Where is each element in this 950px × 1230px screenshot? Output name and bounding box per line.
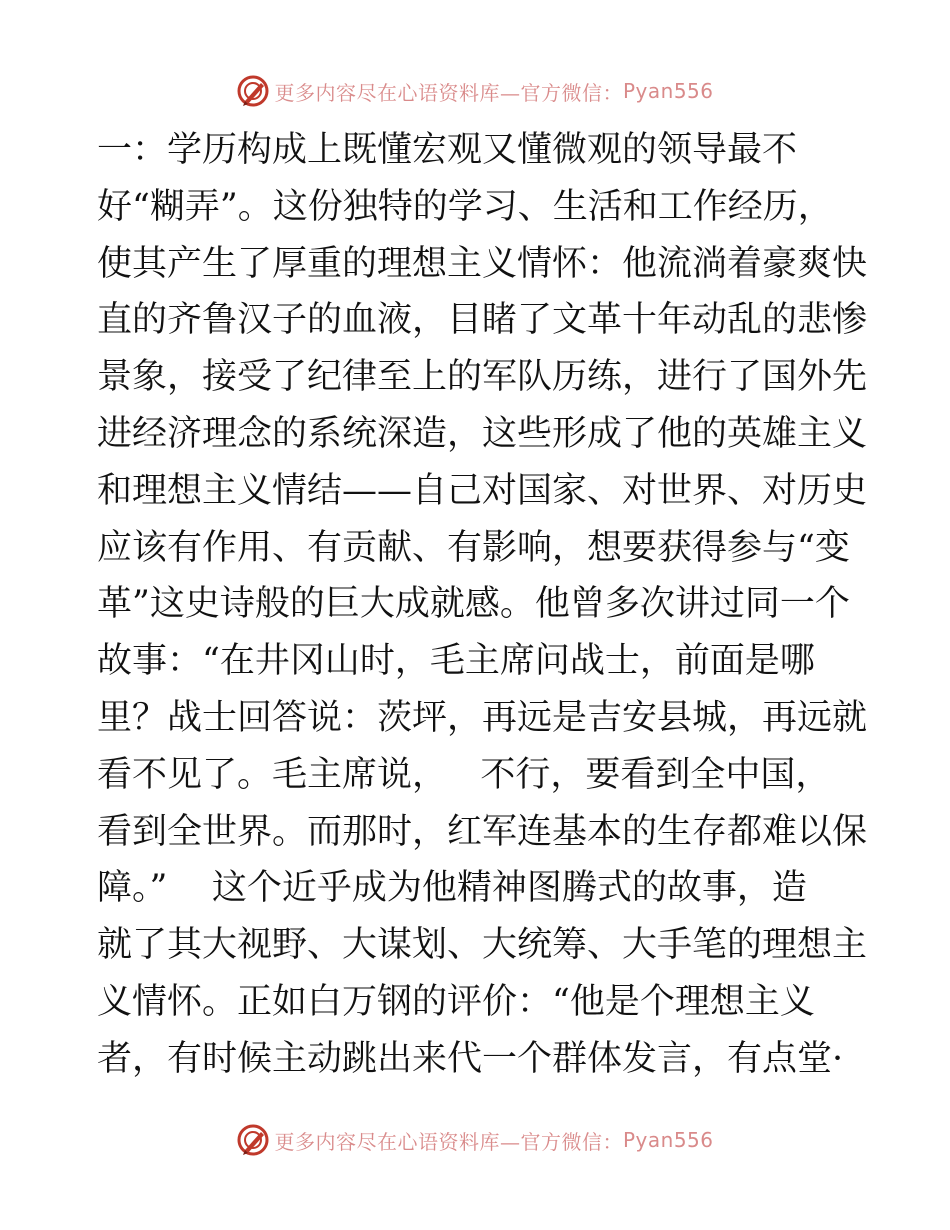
text-line: 应该有作用、有贡献、有影响，想要获得参与“变 (97, 527, 850, 568)
pen-logo-icon (236, 1123, 270, 1157)
header-watermark (0, 71, 950, 111)
text-line: 就了其大视野、大谋划、大统筹、大手笔的理想主 (97, 925, 868, 966)
text-line: 景象，接受了纪律至上的军队历练，进行了国外先 (97, 357, 868, 398)
footer-watermark-text: 更多内容尽在心语资料库—官方微信： (274, 1129, 623, 1154)
text-line: 义情怀。正如白万钢的评价：“他是个理想主义 (97, 981, 815, 1022)
header-watermark-id: Pyan556 (622, 79, 714, 103)
text-line: 障。” 这个近乎成为他精神图腾式的故事，造 (97, 868, 807, 909)
header-watermark-text: 更多内容尽在心语资料库—官方微信： (274, 80, 623, 105)
text-line: 好“糊弄”。这份独特的学习、生活和工作经历， (97, 186, 833, 227)
text-line: 者，有时候主动跳出来代一个群体发言，有点堂· (97, 1038, 844, 1079)
text-line: 直的齐鲁汉子的血液，目睹了文革十年动乱的悲惨 (97, 300, 868, 341)
text-line: 进经济理念的系统深造，这些形成了他的英雄主义 (97, 413, 868, 454)
text-line: 看到全世界。而那时，红军连基本的生存都难以保 (97, 811, 868, 852)
text-line: 使其产生了厚重的理想主义情怀：他流淌着豪爽快 (97, 243, 868, 284)
footer-watermark-id: Pyan556 (622, 1128, 714, 1152)
article-paragraph (97, 122, 868, 1088)
pen-logo-icon (236, 74, 270, 108)
text-line: 一：学历构成上既懂宏观又懂微观的领导最不 (97, 130, 798, 170)
text-line: 革”这史诗般的巨大成就感。他曾多次讲过同一个 (97, 584, 850, 625)
text-line: 里？战士回答说：茨坪，再远是吉安县城，再远就 (97, 697, 868, 738)
text-line: 故事：“在井冈山时，毛主席问战士，前面是哪 (97, 641, 815, 682)
text-line: 和理想主义情结——自己对国家、对世界、对历史 (97, 470, 868, 511)
text-line: 看不见了。毛主席说， 不行，要看到全中国， (97, 754, 831, 795)
footer-watermark (0, 1120, 950, 1160)
